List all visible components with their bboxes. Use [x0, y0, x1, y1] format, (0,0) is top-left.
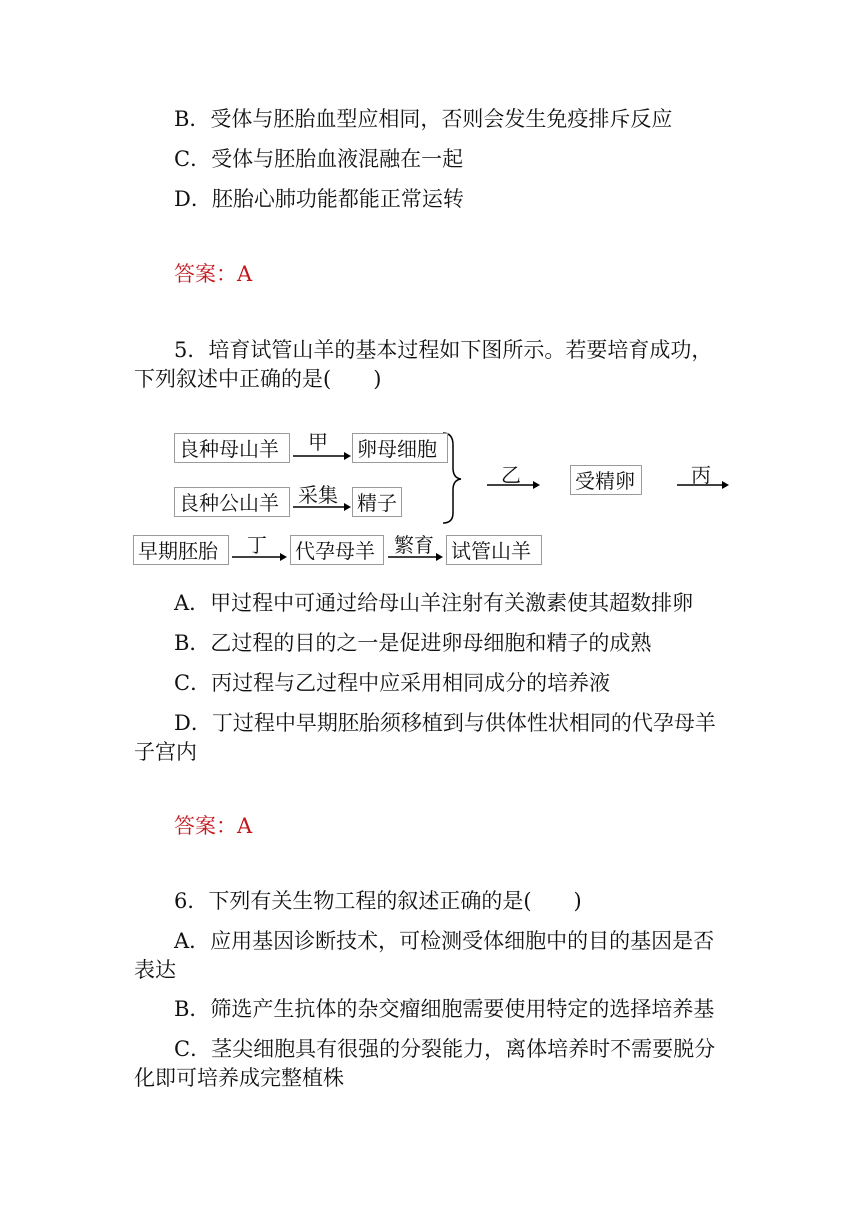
- q4-option-b: B．受体与胚胎血型应相同，否则会发生免疫排斥反应: [174, 107, 673, 131]
- label-caiji: 采集: [298, 483, 338, 507]
- label-fanyu: 繁育: [394, 533, 434, 557]
- box-sperm: 精子: [352, 487, 402, 517]
- q6-option-b: B．筛选产生抗体的杂交瘤细胞需要使用特定的选择培养基: [174, 997, 715, 1021]
- q6-option-c-line2: 化即可培养成完整植株: [134, 1066, 344, 1090]
- q5-option-d-line1: D．丁过程中早期胚胎须移植到与供体性状相同的代孕母羊: [174, 711, 716, 735]
- label-bing: 丙: [691, 463, 711, 487]
- box-surrogate: 代孕母羊: [290, 535, 384, 565]
- q5-stem-line2: 下列叙述中正确的是( ): [134, 367, 382, 391]
- q4-option-c: C．受体与胚胎血液混融在一起: [174, 147, 464, 171]
- q4-option-d: D．胚胎心肺功能都能正常运转: [174, 187, 464, 211]
- q5-stem-line1: 5．培育试管山羊的基本过程如下图所示。若要培育成功，: [174, 338, 713, 362]
- box-early-embryo: 早期胚胎: [133, 535, 229, 565]
- answer-q5: 答案：A: [174, 814, 253, 838]
- box-oocyte: 卵母细胞: [352, 433, 448, 463]
- answer-q4: 答案：A: [174, 262, 253, 286]
- box-female-goat: 良种母山羊: [174, 433, 290, 463]
- q5-option-a: A．甲过程中可通过给母山羊注射有关激素使其超数排卵: [174, 591, 694, 615]
- label-yi: 乙: [501, 463, 521, 487]
- label-jia: 甲: [308, 430, 328, 454]
- q6-option-a-line2: 表达: [134, 958, 176, 982]
- q5-option-b: B．乙过程的目的之一是促进卵母细胞和精子的成熟: [174, 631, 652, 655]
- box-fertilized-egg: 受精卵: [570, 465, 642, 495]
- q6-option-a-line1: A．应用基因诊断技术，可检测受体细胞中的目的基因是否: [174, 929, 715, 953]
- box-test-tube-goat: 试管山羊: [446, 535, 542, 565]
- box-male-goat: 良种公山羊: [174, 487, 290, 517]
- q6-stem: 6．下列有关生物工程的叙述正确的是( ): [174, 889, 582, 913]
- q5-option-d-line2: 子宫内: [134, 740, 197, 764]
- label-ding: 丁: [247, 533, 267, 557]
- q6-option-c-line1: C．茎尖细胞具有很强的分裂能力，离体培养时不需要脱分: [174, 1037, 716, 1061]
- diagram-arrows: [0, 0, 860, 600]
- q5-option-c: C．丙过程与乙过程中应采用相同成分的培养液: [174, 671, 611, 695]
